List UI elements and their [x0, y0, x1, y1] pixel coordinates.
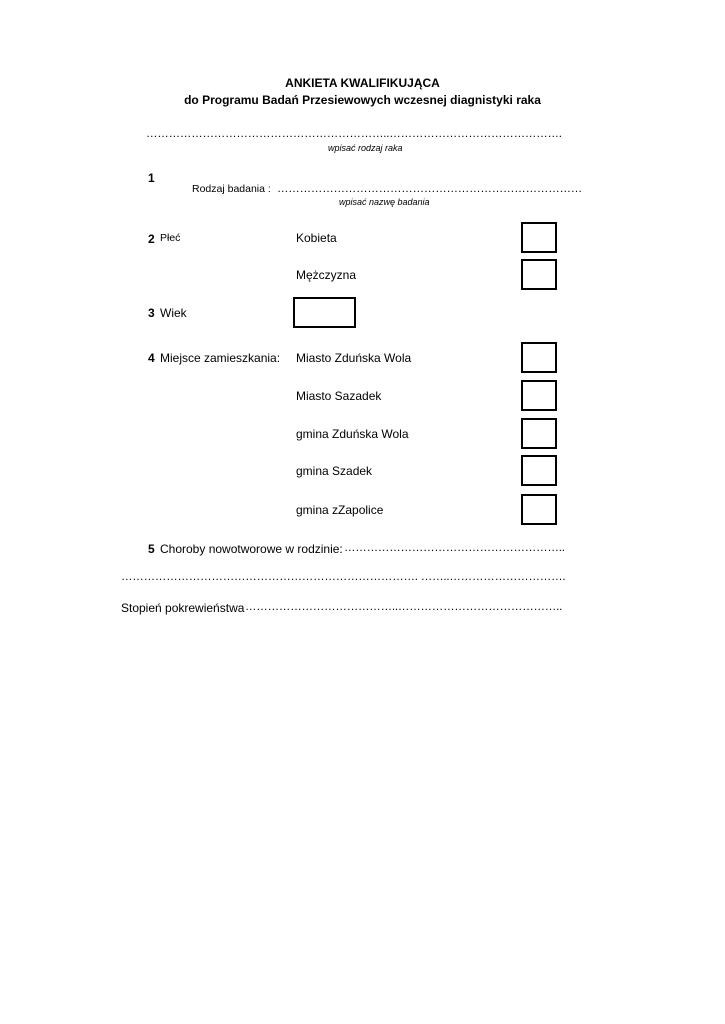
exam-name-field[interactable]: ……………………………………………………………………… — [277, 183, 583, 195]
question-5-number: 5 — [148, 542, 155, 556]
option-residence-2: Miasto Sazadek — [296, 389, 382, 403]
family-cancer-field[interactable]: ………………………………………………….. — [344, 542, 565, 554]
exam-name-hint: wpisać nazwę badania — [339, 197, 430, 207]
family-cancer-field-line-2[interactable]: ……………………………………………………………………. ……..…………………………. — [121, 571, 566, 583]
question-4-number: 4 — [148, 351, 155, 365]
option-female: Kobieta — [296, 231, 337, 245]
cancer-type-field[interactable]: ………………………………………………………..………………………………………. — [146, 128, 562, 140]
residence-1-checkbox[interactable] — [521, 342, 557, 373]
cancer-type-hint: wpisać rodzaj raka — [328, 143, 403, 153]
form-subtitle: do Programu Badań Przesiewowych wczesnej diagnistyki raka — [184, 93, 541, 107]
question-5-label: Choroby nowotworowe w rodzinie: — [160, 542, 343, 556]
residence-5-checkbox[interactable] — [521, 494, 557, 525]
question-1-label: Rodzaj badania : — [192, 183, 271, 195]
option-male: Mężczyzna — [296, 268, 357, 282]
question-3-number: 3 — [148, 306, 155, 320]
form-title: ANKIETA KWALIFIKUJĄCA — [285, 76, 440, 90]
option-residence-3: gmina Zduńska Wola — [296, 427, 409, 441]
question-4-label: Miejsce zamieszkania: — [160, 351, 281, 365]
question-2-label: Płeć — [160, 232, 181, 244]
male-checkbox[interactable] — [521, 259, 557, 290]
option-residence-4: gmina Szadek — [296, 464, 373, 478]
question-3-label: Wiek — [160, 306, 187, 320]
option-residence-1: Miasto Zduńska Wola — [296, 351, 412, 365]
residence-3-checkbox[interactable] — [521, 418, 557, 449]
question-2-number: 2 — [148, 232, 155, 246]
residence-2-checkbox[interactable] — [521, 380, 557, 411]
question-1-number: 1 — [148, 171, 155, 185]
residence-4-checkbox[interactable] — [521, 455, 557, 486]
female-checkbox[interactable] — [521, 222, 557, 253]
age-input-box[interactable] — [293, 297, 356, 328]
kinship-label: Stopień pokrewieństwa — [121, 601, 245, 615]
kinship-field[interactable]: …………………………………..…………………………………….. — [245, 601, 563, 613]
option-residence-5: gmina zZapolice — [296, 503, 384, 517]
